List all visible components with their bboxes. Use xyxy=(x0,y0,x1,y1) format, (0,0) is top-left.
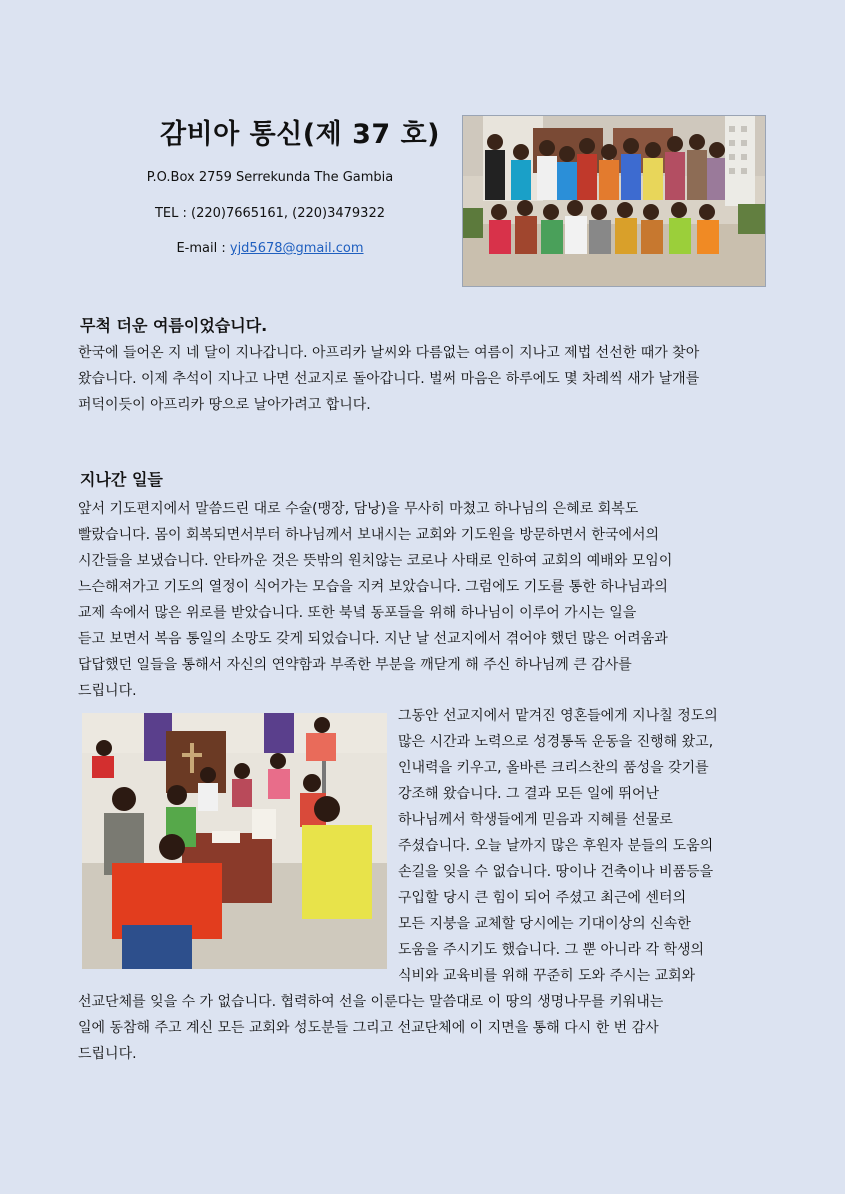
text-line: 강조해 왔습니다. 그 결과 모든 일에 뛰어난 xyxy=(398,786,660,802)
text-line: 주셨습니다. 오늘 날까지 많은 후원자 분들의 도움의 xyxy=(398,838,714,854)
text-line: 도움을 주시기도 했습니다. 그 뿐 아니라 각 학생의 xyxy=(398,942,705,958)
text-line: 교제 속에서 많은 위로를 받았습니다. 또한 북녘 동포들을 위해 하나님이 이루어 가시는 일을 xyxy=(78,605,637,621)
closing-paragraph xyxy=(78,989,768,1067)
text-line: 식비와 교육비를 위해 꾸준히 도와 주시는 교회와 xyxy=(398,968,696,984)
text-line: 퍼덕이듯이 아프리카 땅으로 날아가려고 합니다. xyxy=(78,397,371,413)
text-line: 모든 지붕을 교체할 당시에는 기대이상의 신속한 xyxy=(398,916,691,932)
text-line: 선교단체를 잊을 수 가 없습니다. 협력하여 선을 이룬다는 말씀대로 이 땅의 생명나무를 키워내는 xyxy=(78,994,664,1010)
email-label: E-mail : xyxy=(176,241,230,256)
text-line: 앞서 기도편지에서 말씀드린 대로 수술(맹장, 담낭)을 무사히 마쳤고 하나님의 은혜로 회복도 xyxy=(78,501,639,517)
text-line: 일에 동참해 주고 계신 모든 교회와 성도분들 그리고 선교단체에 이 지면을 통해 다시 한 번 감사 xyxy=(78,1020,659,1036)
email-link[interactable]: yjd5678@gmail.com xyxy=(229,241,364,256)
postal-address: P.O.Box 2759 Serrekunda The Gambia xyxy=(146,170,394,185)
text-line: 인내력을 키우고, 올바른 크리스찬의 품성을 갖기를 xyxy=(398,760,709,776)
text-line: 많은 시간과 노력으로 성경통독 운동을 진행해 왔고, xyxy=(398,734,714,750)
text-line: 구입할 당시 큰 힘이 되어 주셨고 최근에 센터의 xyxy=(398,890,687,906)
text-line: 드립니다. xyxy=(78,1046,137,1062)
text-line: 한국에 들어온 지 네 달이 지나갑니다. 아프리카 날씨와 다름없는 여름이 지나고 제법 선선한 때가 찾아 xyxy=(78,345,700,361)
text-line: 시간들을 보냈습니다. 안타까운 것은 뜻밖의 원치않는 코로나 사태로 인하여 교회의 예배와 모임이 xyxy=(78,553,673,569)
text-line: 답답했던 일들을 통해서 자신의 연약함과 부족한 부분을 깨닫게 해 주신 하나님께 큰 감사를 xyxy=(78,657,632,673)
text-line: 빨랐습니다. 몸이 회복되면서부터 하나님께서 보내시는 교회와 기도원을 방문하면서 한국에서의 xyxy=(78,527,660,543)
newsletter-title: 감비아 통신(제 37 호) xyxy=(159,119,441,150)
text-line: 드립니다. xyxy=(78,683,137,699)
section-heading-past-events: 지나간 일들 xyxy=(80,470,163,489)
summer-paragraph xyxy=(78,340,768,418)
text-line: 왔습니다. 이제 추석이 지나고 나면 선교지로 돌아갑니다. 벌써 마음은 하루에도 몇 차례씩 새가 날개를 xyxy=(78,371,700,387)
students-reading-photo xyxy=(82,713,387,969)
text-line: 손길을 잊을 수 없습니다. 땅이나 건축이나 비품등을 xyxy=(398,864,714,880)
section-heading-summer: 무척 더운 여름이었습니다. xyxy=(80,316,268,335)
ministry-paragraph xyxy=(398,703,768,989)
group-photo-image xyxy=(463,116,765,286)
past-events-paragraph xyxy=(78,496,768,704)
text-line: 그동안 선교지에서 맡겨진 영혼들에게 지나칠 정도의 xyxy=(398,708,718,724)
group-photo xyxy=(462,115,766,287)
students-reading-image xyxy=(82,713,387,969)
text-line: 느슨해져가고 기도의 열정이 식어가는 모습을 지켜 보았습니다. 그럼에도 기도를 통한 하나님과의 xyxy=(78,579,668,595)
text-line: 하나님께서 학생들에게 믿음과 지혜를 선물로 xyxy=(398,812,673,828)
text-line: 듣고 보면서 복음 통일의 소망도 갖게 되었습니다. 지난 날 선교지에서 겪어야 했던 많은 어려움과 xyxy=(78,631,668,647)
email-line xyxy=(120,241,420,256)
telephone-numbers: TEL : (220)7665161, (220)3479322 xyxy=(154,206,385,221)
